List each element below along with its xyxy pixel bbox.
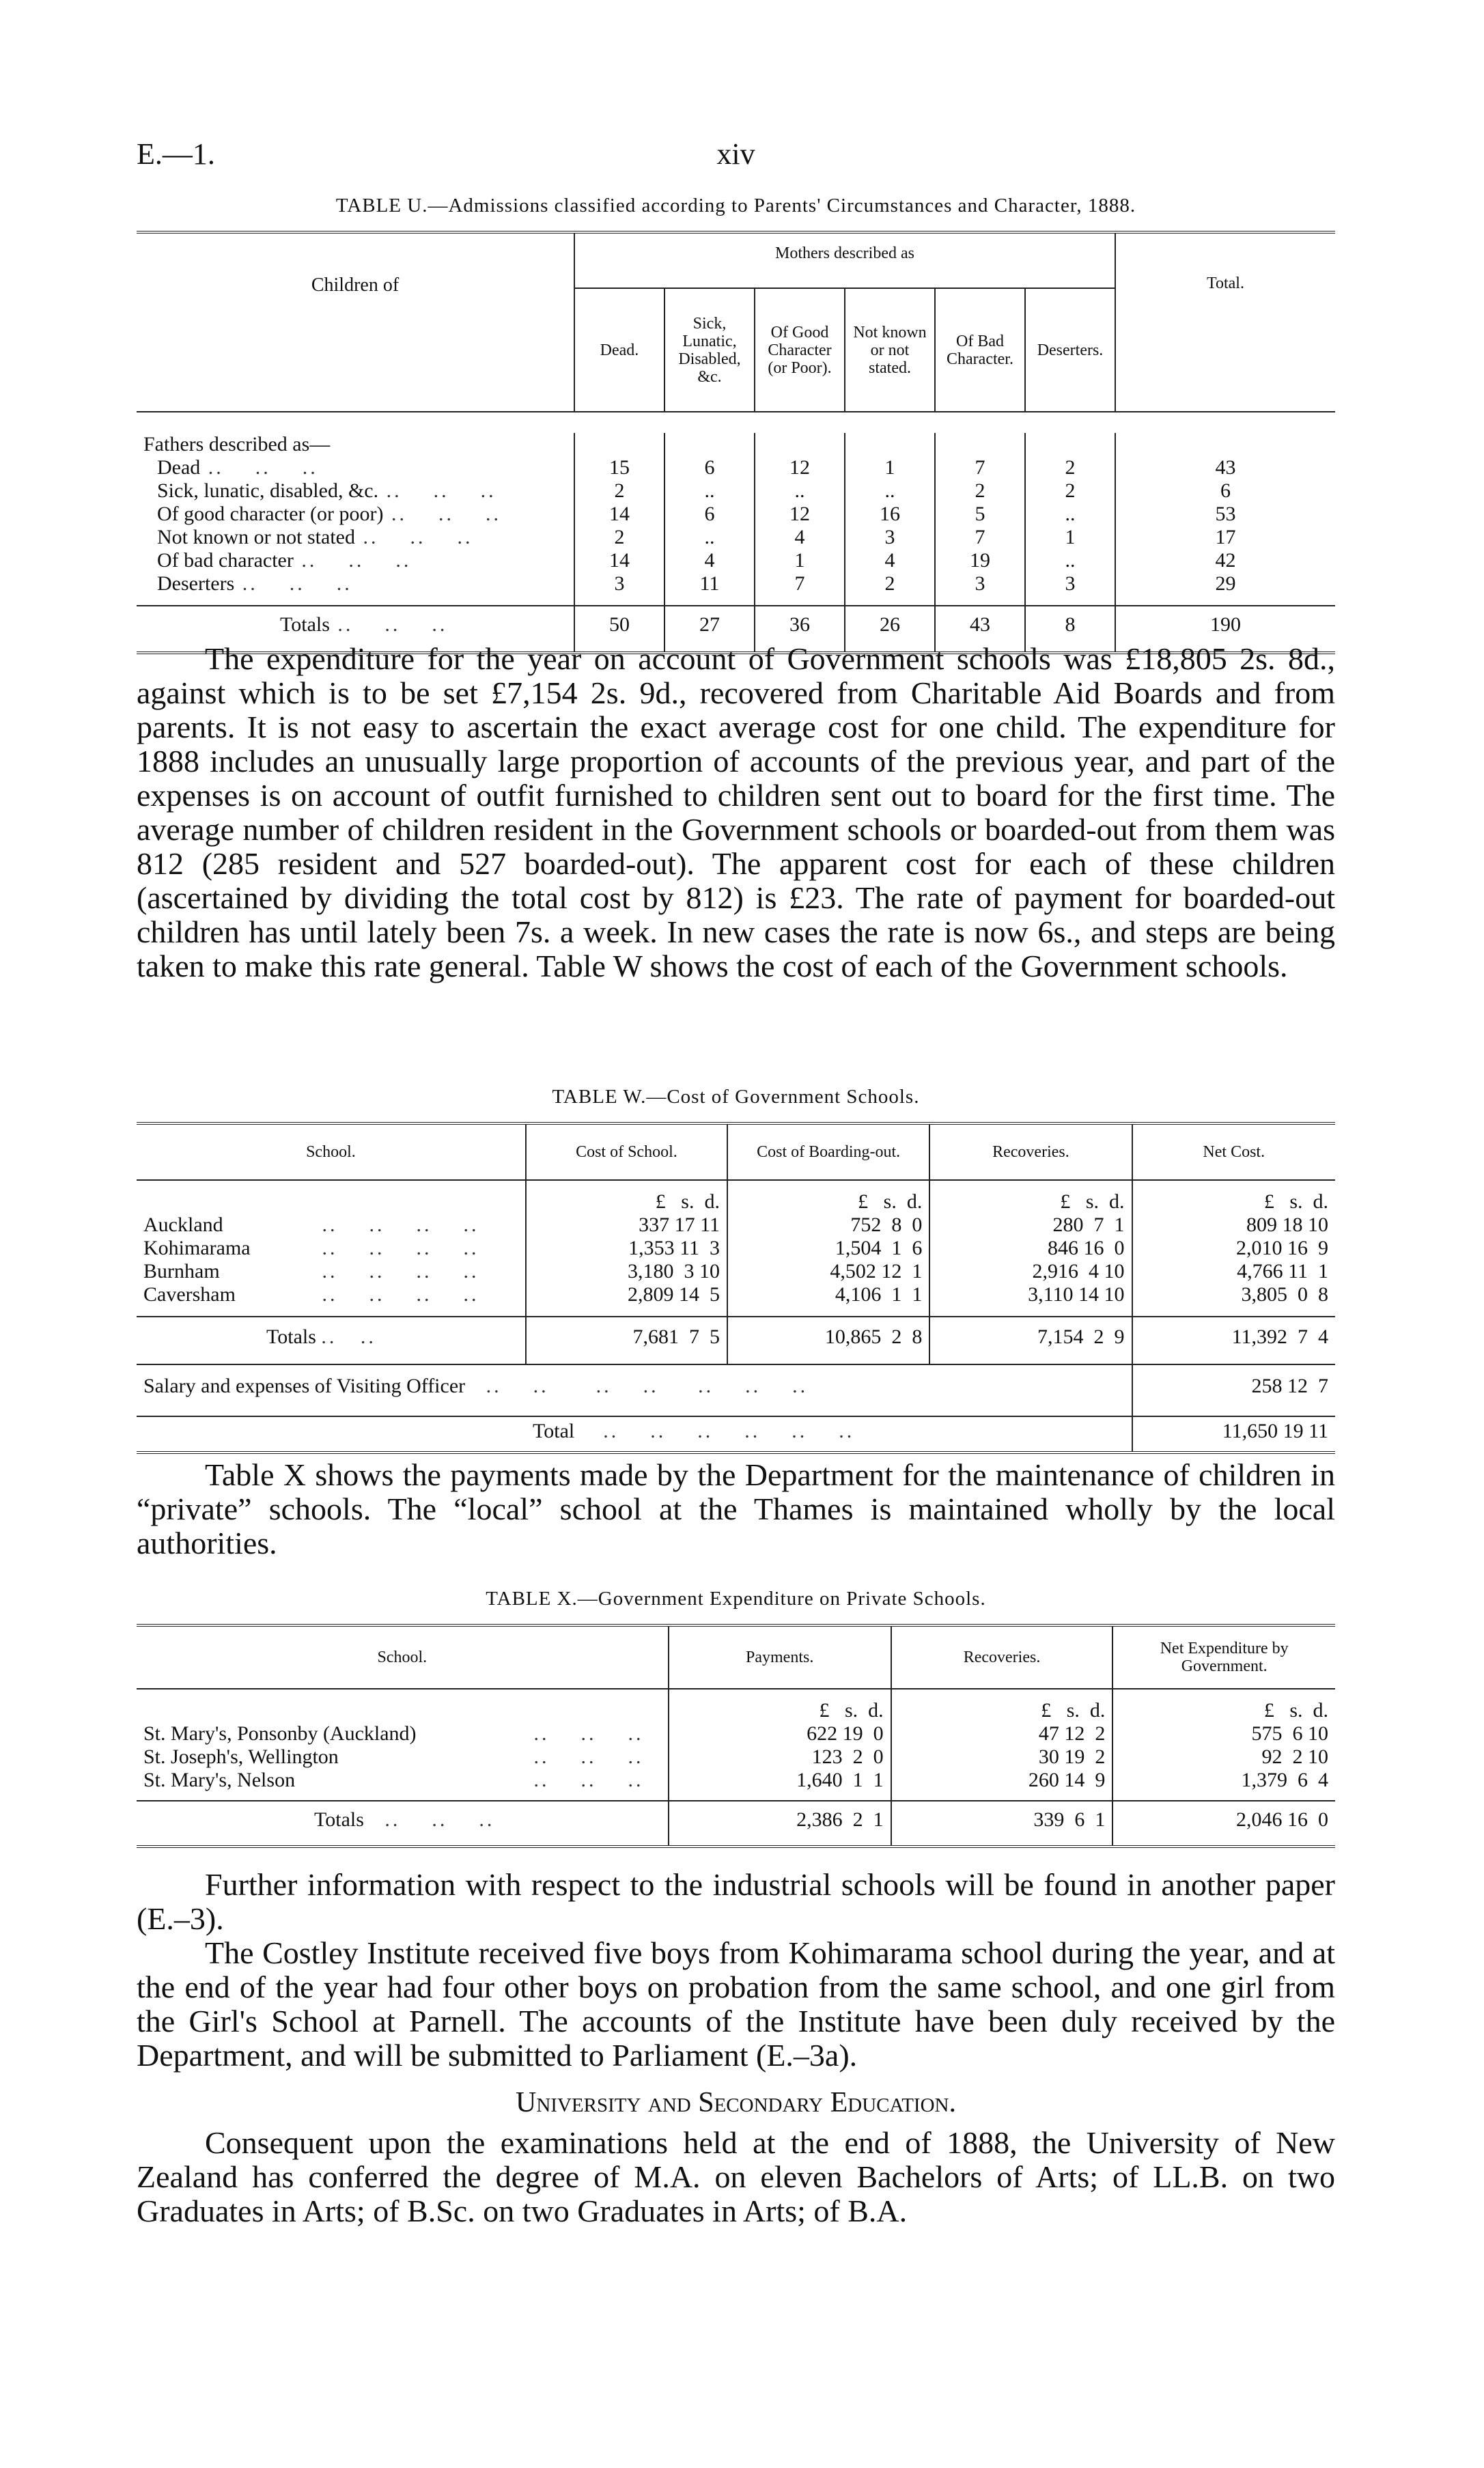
table-x-col-4: Net Expenditure by Government.: [1112, 1625, 1335, 1689]
table-u-col-2: Sick, Lunatic, Disabled, &c.: [664, 288, 755, 412]
table-w-school-cell: [137, 1237, 526, 1260]
table-row: [137, 1260, 1335, 1283]
table-u-section-label: Fathers described as—: [143, 433, 331, 455]
table-u-total-cell: 8: [1025, 606, 1115, 653]
paragraph-industrial-schools: Further information with respect to the industrial schools will be found in another paper (E.–3).: [137, 1867, 1335, 1936]
table-u-cell: ..: [664, 526, 755, 549]
table-u-total-cell: 50: [574, 606, 664, 653]
table-w-recoveries: 3,110 14 10: [929, 1283, 1132, 1306]
table-x-col-1: School.: [377, 1649, 428, 1666]
table-u-cell: 11: [664, 572, 755, 595]
table-u-row-label-cell: [137, 526, 574, 549]
table-row: [137, 526, 1335, 549]
table-u-cell: ..: [1025, 549, 1115, 572]
table-u-row-label: Dead: [157, 456, 201, 479]
table-u-row-label-cell: [137, 479, 574, 503]
table-x-col-2: Payments.: [669, 1625, 891, 1689]
table-w-body: [137, 1214, 1335, 1317]
table-u-grand-total: 190: [1115, 606, 1335, 653]
table-w-totals-label: Totals: [266, 1326, 316, 1348]
table-u-total-cell: 36: [755, 606, 845, 653]
table-u-row-label: Not known or not stated: [157, 526, 355, 548]
table-w-cost: 337 17 11: [526, 1214, 727, 1237]
table-w-block: [137, 1086, 1335, 1454]
table-u-cell: 4: [845, 549, 935, 572]
table-w-net: 3,805 0 8: [1132, 1283, 1335, 1306]
table-w-total-net: 11,392 7 4: [1132, 1317, 1335, 1364]
table-u-cell: 1: [1025, 526, 1115, 549]
table-x-units-payments: £ s. d.: [669, 1689, 891, 1722]
table-x-payments: 622 19 0: [669, 1722, 891, 1745]
table-u-cell: 19: [935, 549, 1025, 572]
table-x-col-3: Recoveries.: [891, 1625, 1113, 1689]
table-u-cell: 7: [935, 526, 1025, 549]
table-x: School. Payments. Recoveries. Net Expenditure by Government. £ s. d. £ s. d. £ s. d. St. Mary's, Ponsonby (Auckland) .. .. .. 622 19 0 47 12 2 575 6 10 St. Joseph's, Wellington .. .. .. 123 2 0 30 19 2 92 2 10 St. Mary's, Nelson .. .. .. 1,640 1 1 260 14 9 1,379 6 4 Totals .. .. .. 2,386 2 1 339 6 1 2,046 16 0: [137, 1624, 1335, 1848]
table-w-net: 2,010 16 9: [1132, 1237, 1335, 1260]
table-w-school-name: Auckland: [143, 1214, 223, 1236]
table-u-caption: TABLE U.—Admissions classified according to Parents' Circumstances and Character, 1888.: [335, 195, 1136, 216]
table-row: [137, 1283, 1335, 1306]
table-u-cell: 14: [574, 549, 664, 572]
table-u-cell: 4: [664, 549, 755, 572]
table-row: [137, 503, 1335, 526]
table-x-school-cell: [137, 1722, 669, 1745]
table-u-cell: 14: [574, 503, 664, 526]
table-u-cell: 2: [845, 572, 935, 595]
table-w-school-name: Kohimarama: [143, 1237, 251, 1259]
table-x-units-recoveries: £ s. d.: [891, 1689, 1113, 1722]
table-u-cell: 15: [574, 456, 664, 479]
table-w-visiting-label: Salary and expenses of Visiting Officer: [143, 1375, 466, 1397]
table-u-row-label-cell: [137, 572, 574, 595]
leader-dots: .. .. ..: [234, 572, 352, 595]
table-row: [137, 572, 1335, 595]
table-x-units-net: £ s. d.: [1112, 1689, 1335, 1722]
leader-dots: .. .. ..: [526, 1769, 644, 1791]
table-u-cell: 5: [935, 503, 1025, 526]
table-u-cell: 3: [935, 572, 1025, 595]
table-u-total-cell: 26: [845, 606, 935, 653]
leader-dots: .. .. ..: [378, 479, 496, 502]
table-u-cell: ..: [664, 479, 755, 503]
table-u-row-label: Of bad character: [157, 549, 294, 572]
leader-dots: .. .. ..: [383, 503, 502, 525]
table-u-cell: 2: [1025, 456, 1115, 479]
leader-dots: .. .. ..: [526, 1745, 644, 1768]
leader-dots: .. .. ..: [329, 613, 448, 636]
table-x-payments: 1,640 1 1: [669, 1769, 891, 1792]
table-w-visiting-net: 258 12 7: [1132, 1364, 1335, 1416]
table-u-row-total: 53: [1115, 503, 1335, 526]
table-u-cell: 3: [574, 572, 664, 595]
table-w-net: 809 18 10: [1132, 1214, 1335, 1237]
table-w-cost: 1,353 11 3: [526, 1237, 727, 1260]
table-u-cell: ..: [845, 479, 935, 503]
table-w-total-boarding: 10,865 2 8: [727, 1317, 929, 1364]
table-x-school-name: St. Joseph's, Wellington: [143, 1745, 339, 1768]
table-u-row-total: 43: [1115, 456, 1335, 479]
table-u: [137, 231, 1335, 654]
table-x-total-net: 2,046 16 0: [1112, 1801, 1335, 1847]
table-u-cell: 2: [574, 526, 664, 549]
leader-dots: .. .. ..: [526, 1722, 644, 1745]
table-w-column-headers: [137, 1123, 1335, 1180]
table-w-cost: 2,809 14 5: [526, 1283, 727, 1306]
table-u-cell: 12: [755, 503, 845, 526]
table-x-recoveries: 30 19 2: [891, 1745, 1113, 1769]
table-w-school-name: Caversham: [143, 1283, 236, 1306]
table-u-cell: 12: [755, 456, 845, 479]
table-x-total-payments: 2,386 2 1: [669, 1801, 891, 1847]
table-w-total-cost: 7,681 7 5: [526, 1317, 727, 1364]
table-u-cell: 4: [755, 526, 845, 549]
table-w-total-recoveries: 7,154 2 9: [929, 1317, 1132, 1364]
leader-dots: .. .. ..: [354, 526, 473, 548]
table-u-row-total: 6: [1115, 479, 1335, 503]
table-w-col-2: Cost of School.: [526, 1123, 727, 1180]
table-u-row-label: Deserters: [157, 572, 235, 595]
table-x-total-recoveries: 339 6 1: [891, 1801, 1113, 1847]
paragraph-university: Consequent upon the examinations held at the end of 1888, the University of New Zealand has conferred the degree of M.A. on eleven Bachelors of Arts; of LL.B. on two Graduates in Arts; of B.Sc. on two Graduates in Arts; of B.A.: [137, 2125, 1335, 2228]
table-x-school-name: St. Mary's, Ponsonby (Auckland): [143, 1722, 417, 1745]
table-u-row-label-cell: [137, 503, 574, 526]
table-w-units-boarding: £ s. d.: [727, 1180, 929, 1214]
table-w-units-cost: £ s. d.: [526, 1180, 727, 1214]
leader-dots: .. .. ..: [200, 456, 318, 479]
table-u-col-4: Not known or not stated.: [845, 288, 935, 412]
table-x-block: [137, 1588, 1335, 1848]
table-w-boarding: 1,504 1 6: [727, 1237, 929, 1260]
document-page: [137, 0, 1335, 2468]
table-x-totals-label: Totals: [314, 1808, 364, 1831]
table-w-school-cell: [137, 1260, 526, 1283]
table-u-total-cell: 27: [664, 606, 755, 653]
table-u-cell: 1: [845, 456, 935, 479]
table-u-row-total: 29: [1115, 572, 1335, 595]
report-code: E.—1.: [137, 137, 215, 171]
table-u-totals-label: Totals: [280, 613, 330, 636]
table-x-column-headers: [137, 1625, 1335, 1689]
table-row: [137, 1722, 1335, 1745]
section-heading: University and Secondary Education.: [516, 2087, 956, 2118]
table-w-boarding: 752 8 0: [727, 1214, 929, 1237]
table-u-cell: 7: [935, 456, 1025, 479]
table-u-cell: 6: [664, 503, 755, 526]
table-w-grand-net: 11,650 19 11: [1132, 1416, 1335, 1453]
table-x-body: [137, 1722, 1335, 1792]
table-w-col-5: Net Cost.: [1132, 1123, 1335, 1180]
table-w-col-1: School.: [306, 1143, 356, 1161]
table-row: [137, 1745, 1335, 1769]
table-x-net: 575 6 10: [1112, 1722, 1335, 1745]
table-u-cell: 7: [755, 572, 845, 595]
table-x-recoveries: 260 14 9: [891, 1769, 1113, 1792]
leader-dots: .. .. .. ..: [314, 1260, 479, 1282]
table-w-boarding: 4,502 12 1: [727, 1260, 929, 1283]
table-x-school-cell: [137, 1745, 669, 1769]
table-row: [137, 479, 1335, 503]
table-u-cell: 1: [755, 549, 845, 572]
paragraph-expenditure: The expenditure for the year on account of Government schools was £18,805 2s. 8d., against which is to be set £7,154 2s. 9d., recovered from Charitable Aid Boards and from parents. It is not easy to ascertain the exact average cost for one child. The expenditure for 1888 includes an unusually large proportion of accounts of the previous year, and part of the expenses is on account of outfit furnished to children sent out to board for the first time. The average number of children resident in the Government schools or boarded-out from them was 812 (285 resident and 527 boarded-out). The apparent cost for each of these children (ascertained by dividing the total cost by 812) is £23. The rate of payment for boarded-out children has until lately been 7s. a week. In new cases the rate is now 6s., and steps are being taken to make this rate general. Table W shows the cost of each of the Government schools.: [137, 641, 1335, 983]
table-u-row-total: 17: [1115, 526, 1335, 549]
table-w-col-4: Recoveries.: [929, 1123, 1132, 1180]
page-number: xiv: [716, 137, 755, 171]
paragraph-private-schools: Table X shows the payments made by the Department for the maintenance of children in “private” schools. The “local” school at the Thames is maintained wholly by the local authorities.: [137, 1457, 1335, 1560]
table-u-row-label-cell: [137, 456, 574, 479]
table-u-cell: 3: [1025, 572, 1115, 595]
table-row: [137, 1237, 1335, 1260]
table-w-caption: TABLE W.—Cost of Government Schools.: [552, 1086, 920, 1108]
table-w-units-net: £ s. d.: [1132, 1180, 1335, 1214]
table-w-cost: 3,180 3 10: [526, 1260, 727, 1283]
table-u-cell: 2: [574, 479, 664, 503]
table-u-cell: 16: [845, 503, 935, 526]
table-x-caption: TABLE X.—Government Expenditure on Private Schools.: [486, 1588, 986, 1610]
leader-dots: .. .. .. ..: [314, 1214, 479, 1236]
table-w-school-cell: [137, 1283, 526, 1306]
table-w-units-recoveries: £ s. d.: [929, 1180, 1132, 1214]
table-w: School. Cost of School. Cost of Boarding-out. Recoveries. Net Cost. £ s. d. £ s. d. £ s. d. £ s. d. Auckland .. .. .. .. 337 17 11 752 8 0 280 7 1 809 18 10 Kohimarama .. .. .. .. 1,353 11 3 1,504 1 6 846 16 0 2,010 16 9 Burnham .. .. .. .. 3,180 3 10 4,502 12 1 2,916 4 10 4,766 11 1 Caversham .. .. .. .. 2,809 14 5 4,106 1 1 3,110 14 10 3,805 0 8 Totals .. .. 7,681 7 5 10,865 2 8 7,154 2 9 11,392 7 4 Salary and expenses of Visiting Officer .. .. .. .. .. .. .. 258 12 7 Total .. .. .. .. .. .. 11,650 19 11: [137, 1122, 1335, 1454]
table-w-grand-label: Total: [533, 1420, 575, 1442]
table-u-row-label-cell: [137, 549, 574, 572]
table-u-cell: 2: [935, 479, 1025, 503]
table-x-net: 1,379 6 4: [1112, 1769, 1335, 1792]
table-u-col-1: Dead.: [574, 288, 664, 412]
table-x-net: 92 2 10: [1112, 1745, 1335, 1769]
table-u-row-total: 42: [1115, 549, 1335, 572]
table-w-school-name: Burnham: [143, 1260, 220, 1282]
table-u-block: [137, 195, 1335, 654]
table-w-boarding: 4,106 1 1: [727, 1283, 929, 1306]
table-u-cell: 2: [1025, 479, 1115, 503]
table-u-col-6: Deserters.: [1025, 288, 1115, 412]
table-w-recoveries: 280 7 1: [929, 1214, 1132, 1237]
table-row: [137, 549, 1335, 572]
table-u-cell: 3: [845, 526, 935, 549]
table-u-corner: Children of: [137, 232, 574, 412]
table-w-col-3: Cost of Boarding-out.: [727, 1123, 929, 1180]
table-row: [137, 456, 1335, 479]
leader-dots: .. .. .. ..: [314, 1237, 479, 1259]
table-u-cell: ..: [1025, 503, 1115, 526]
leader-dots: .. .. .. ..: [314, 1283, 479, 1306]
table-row: [137, 1769, 1335, 1792]
table-x-school-name: St. Mary's, Nelson: [143, 1769, 296, 1791]
table-u-col-5: Of Bad Character.: [935, 288, 1025, 412]
paragraph-costley-institute: The Costley Institute received five boys from Kohimarama school during the year, and at the end of the year had four other boys on probation from the same school, and one girl from the Girl's School at Parnell. The accounts of the Institute have been duly received by the Department, and will be submitted to Parliament (E.–3a).: [137, 1935, 1335, 2073]
page-header: [137, 137, 1335, 178]
table-row: [137, 1214, 1335, 1237]
table-u-cell: 6: [664, 456, 755, 479]
table-w-recoveries: 846 16 0: [929, 1237, 1132, 1260]
table-u-body: [137, 456, 1335, 595]
table-u-total-cell: 43: [935, 606, 1025, 653]
table-w-recoveries: 2,916 4 10: [929, 1260, 1132, 1283]
table-u-cell: ..: [755, 479, 845, 503]
leader-dots: .. .. ..: [293, 549, 412, 572]
table-u-total-header: Total.: [1115, 232, 1335, 412]
table-x-payments: 123 2 0: [669, 1745, 891, 1769]
table-u-row-label: Sick, lunatic, disabled, &c.: [157, 479, 379, 502]
table-x-recoveries: 47 12 2: [891, 1722, 1113, 1745]
table-x-school-cell: [137, 1769, 669, 1792]
table-w-net: 4,766 11 1: [1132, 1260, 1335, 1283]
table-w-school-cell: [137, 1214, 526, 1237]
table-u-row-label: Of good character (or poor): [157, 503, 384, 525]
table-u-col-3: Of Good Character (or Poor).: [755, 288, 845, 412]
table-u-group-header: Mothers described as: [574, 232, 1115, 288]
